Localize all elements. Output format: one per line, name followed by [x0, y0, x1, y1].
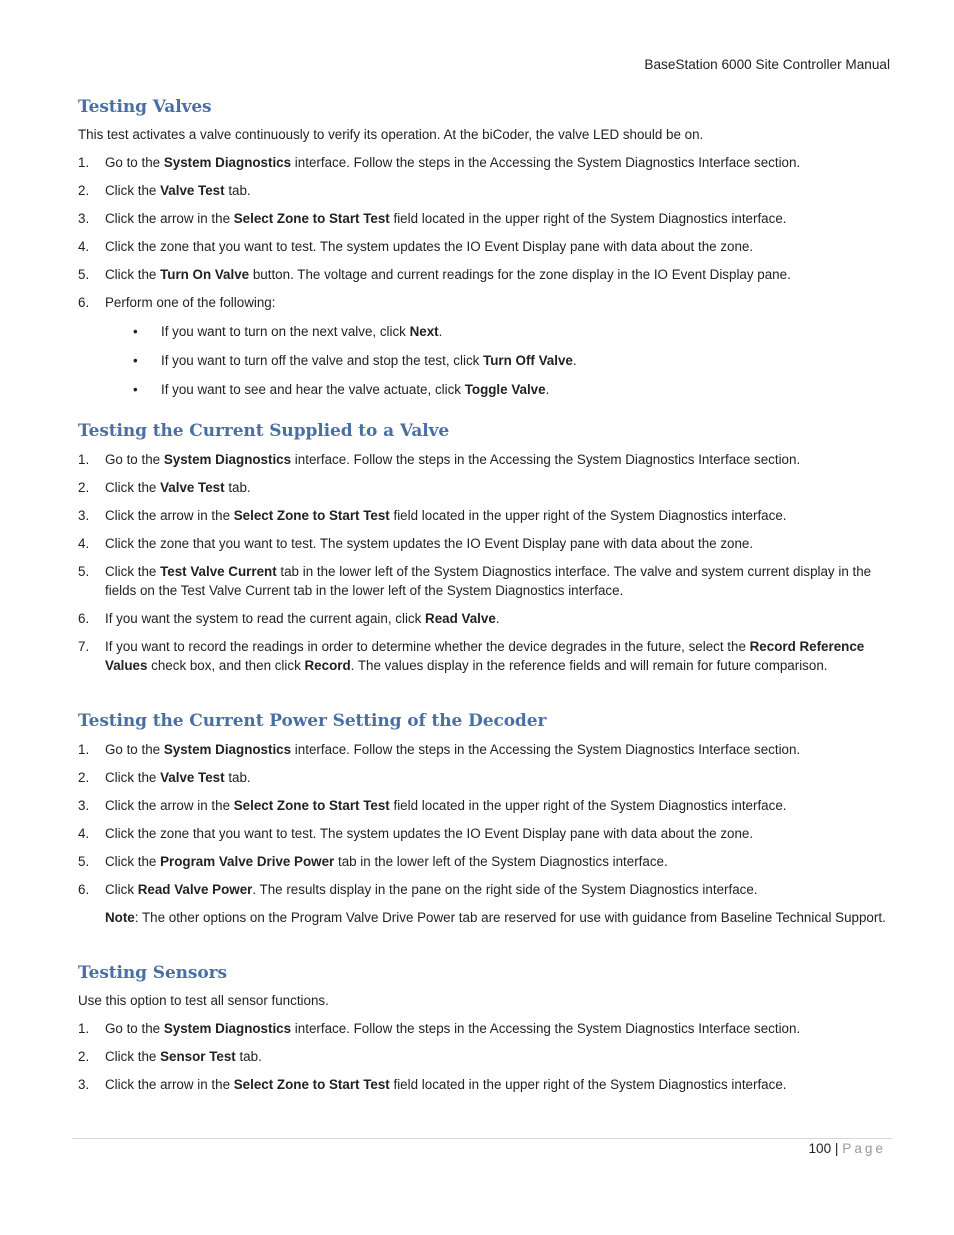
step-number: 6.	[78, 295, 90, 310]
text-run: check box, and then click	[147, 658, 305, 673]
bold-term: Record Reference Values	[105, 639, 865, 673]
step-list	[78, 450, 890, 675]
text-run: Click	[105, 882, 138, 897]
step-number: 3.	[78, 211, 90, 226]
text-run: If you want to turn on the next valve, click	[161, 324, 410, 339]
text-run: .	[572, 353, 577, 368]
page-footer	[808, 1141, 886, 1156]
text-run: Go to the	[105, 742, 164, 757]
page-label: Page	[842, 1141, 886, 1156]
text-run: Click the	[105, 183, 161, 198]
step-number: 2.	[78, 1049, 90, 1064]
step-number: 4.	[78, 536, 90, 551]
step-item	[78, 740, 890, 759]
bold-term: Turn Off Valve	[483, 353, 573, 368]
step-item	[78, 1075, 890, 1094]
step-item	[78, 562, 890, 600]
bold-term: Select Zone to Start Test	[233, 1077, 390, 1092]
text-run: Click the arrow in the	[105, 508, 234, 523]
bold-term: Sensor Test	[160, 1049, 236, 1064]
step-number: 7.	[78, 639, 90, 654]
text-run: interface. Follow the steps in the Accessing the System Diagnostics Interface section.	[291, 155, 801, 170]
step-number: 1.	[78, 155, 90, 170]
page-header: BaseStation 6000 Site Controller Manual	[644, 57, 890, 72]
bold-term: Turn On Valve	[160, 267, 250, 282]
text-run: button. The voltage and current readings for the zone display in the IO Event Display pane.	[249, 267, 791, 282]
text-run: Click the	[105, 564, 161, 579]
bold-term: Valve Test	[160, 770, 225, 785]
text-run: .	[495, 611, 500, 626]
bold-term: Read Valve	[425, 611, 496, 626]
text-run: field located in the upper right of the System Diagnostics interface.	[389, 1077, 787, 1092]
step-item	[78, 534, 890, 553]
step-number: 2.	[78, 770, 90, 785]
text-run: Click the	[105, 854, 161, 869]
step-number: 3.	[78, 1077, 90, 1092]
bullet-icon: •	[133, 353, 138, 368]
text-run: tab.	[224, 480, 251, 495]
text-run: Click the zone that you want to test. The system updates the IO Event Display pane with data about the zone.	[105, 536, 754, 551]
step-item	[78, 1019, 890, 1038]
text-run: If you want the system to read the current again, click	[105, 611, 426, 626]
step-item	[78, 293, 890, 399]
text-run: Perform one of the following:	[105, 295, 276, 310]
text-run: tab.	[235, 1049, 262, 1064]
bold-term: System Diagnostics	[163, 452, 292, 467]
step-item	[78, 153, 890, 172]
bold-term: Select Zone to Start Test	[233, 798, 390, 813]
text-run: Go to the	[105, 452, 164, 467]
step-item	[78, 450, 890, 469]
bold-term: Valve Test	[160, 183, 225, 198]
step-number: 1.	[78, 452, 90, 467]
text-run: Go to the	[105, 1021, 164, 1036]
bold-term: Note	[105, 910, 135, 925]
bold-term: System Diagnostics	[163, 742, 292, 757]
text-run: interface. Follow the steps in the Accessing the System Diagnostics Interface section.	[291, 1021, 801, 1036]
bold-term: Test Valve Current	[160, 564, 277, 579]
text-run: Go to the	[105, 155, 164, 170]
section-title: Testing the Current Supplied to a Valve	[78, 421, 450, 441]
step-item	[78, 265, 890, 284]
step-list	[78, 740, 890, 899]
step-number: 1.	[78, 742, 90, 757]
section-title: Testing Valves	[78, 97, 212, 117]
step-number: 4.	[78, 826, 90, 841]
page-number: 100	[808, 1141, 832, 1156]
bold-term: System Diagnostics	[163, 155, 292, 170]
step-item	[78, 609, 890, 628]
step-number: 5.	[78, 564, 90, 579]
step-list	[78, 1019, 890, 1094]
text-run: tab.	[224, 183, 251, 198]
bold-term: System Diagnostics	[163, 1021, 292, 1036]
text-run: interface. Follow the steps in the Accessing the System Diagnostics Interface section.	[291, 742, 801, 757]
text-run: tab.	[224, 770, 251, 785]
step-number: 6.	[78, 611, 90, 626]
bold-term: Record	[304, 658, 351, 673]
text-run: tab in the lower left of the System Diagnostics interface. The valve and system current display in the fields on the Test Valve Current tab in the lower left of the System Diagnostics interface.	[105, 564, 872, 598]
text-run: Click the arrow in the	[105, 211, 234, 226]
step-number: 5.	[78, 267, 90, 282]
step-item	[78, 1047, 890, 1066]
step-item	[78, 237, 890, 256]
bullet-icon: •	[133, 324, 138, 339]
text-run: interface. Follow the steps in the Accessing the System Diagnostics Interface section.	[291, 452, 801, 467]
step-number: 4.	[78, 239, 90, 254]
text-run: If you want to see and hear the valve actuate, click	[161, 382, 465, 397]
text-run: . The results display in the pane on the right side of the System Diagnostics interface.	[252, 882, 758, 897]
note	[78, 908, 890, 927]
text-run: .	[438, 324, 443, 339]
text-run: Click the arrow in the	[105, 798, 234, 813]
bold-term: Program Valve Drive Power	[160, 854, 335, 869]
text-run: : The other options on the Program Valve Drive Power tab are reserved for use with guidance from Baseline Technical Support.	[134, 910, 886, 925]
text-run: Click the	[105, 770, 161, 785]
text-run: Click the zone that you want to test. The system updates the IO Event Display pane with data about the zone.	[105, 826, 754, 841]
text-run: .	[545, 382, 550, 397]
step-number: 6.	[78, 882, 90, 897]
section-testing-valves	[78, 97, 890, 399]
bold-term: Select Zone to Start Test	[233, 211, 390, 226]
text-run: Click the	[105, 267, 161, 282]
text-run: Click the	[105, 1049, 161, 1064]
step-item	[78, 181, 890, 200]
step-item	[78, 637, 890, 675]
step-number: 1.	[78, 1021, 90, 1036]
step-item	[78, 880, 890, 899]
text-run: If you want to turn off the valve and stop the test, click	[161, 353, 484, 368]
step-item	[78, 824, 890, 843]
bold-term: Toggle Valve	[464, 382, 546, 397]
step-item	[78, 852, 890, 871]
step-number: 2.	[78, 183, 90, 198]
step-number: 5.	[78, 854, 90, 869]
step-item	[78, 209, 890, 228]
step-item	[78, 506, 890, 525]
bullet-item	[133, 351, 890, 370]
text-run: If you want to record the readings in order to determine whether the device degrades in the future, select the	[105, 639, 750, 654]
text-run: field located in the upper right of the System Diagnostics interface.	[389, 508, 787, 523]
step-number: 3.	[78, 798, 90, 813]
bullet-item	[133, 380, 890, 399]
step-list	[78, 153, 890, 399]
text-run: field located in the upper right of the System Diagnostics interface.	[389, 798, 787, 813]
bullet-list	[105, 322, 890, 399]
text-run: Click the arrow in the	[105, 1077, 234, 1092]
text-run: Click the	[105, 480, 161, 495]
bold-term: Select Zone to Start Test	[233, 508, 390, 523]
page-separator: |	[831, 1141, 843, 1156]
section-intro: Use this option to test all sensor functions.	[78, 993, 329, 1008]
text-run: tab in the lower left of the System Diagnostics interface.	[334, 854, 668, 869]
section-testing-current-power-setting	[78, 711, 890, 927]
step-number: 3.	[78, 508, 90, 523]
text-run: field located in the upper right of the System Diagnostics interface.	[389, 211, 787, 226]
text-run: Click the zone that you want to test. The system updates the IO Event Display pane with data about the zone.	[105, 239, 754, 254]
bold-term: Read Valve Power	[137, 882, 253, 897]
step-item	[78, 796, 890, 815]
footer-rule	[72, 1138, 892, 1139]
text-run: . The values display in the reference fields and will remain for future comparison.	[350, 658, 828, 673]
section-title: Testing the Current Power Setting of the Decoder	[78, 711, 547, 731]
bullet-item	[133, 322, 890, 341]
section-intro: This test activates a valve continuously to verify its operation. At the biCoder, the valve LED should be on.	[78, 127, 704, 142]
section-title: Testing Sensors	[78, 963, 227, 983]
step-item	[78, 478, 890, 497]
bold-term: Valve Test	[160, 480, 225, 495]
section-testing-sensors	[78, 963, 890, 1094]
bullet-icon: •	[133, 382, 138, 397]
bold-term: Next	[409, 324, 439, 339]
step-item	[78, 768, 890, 787]
section-testing-current-supplied	[78, 421, 890, 675]
step-number: 2.	[78, 480, 90, 495]
